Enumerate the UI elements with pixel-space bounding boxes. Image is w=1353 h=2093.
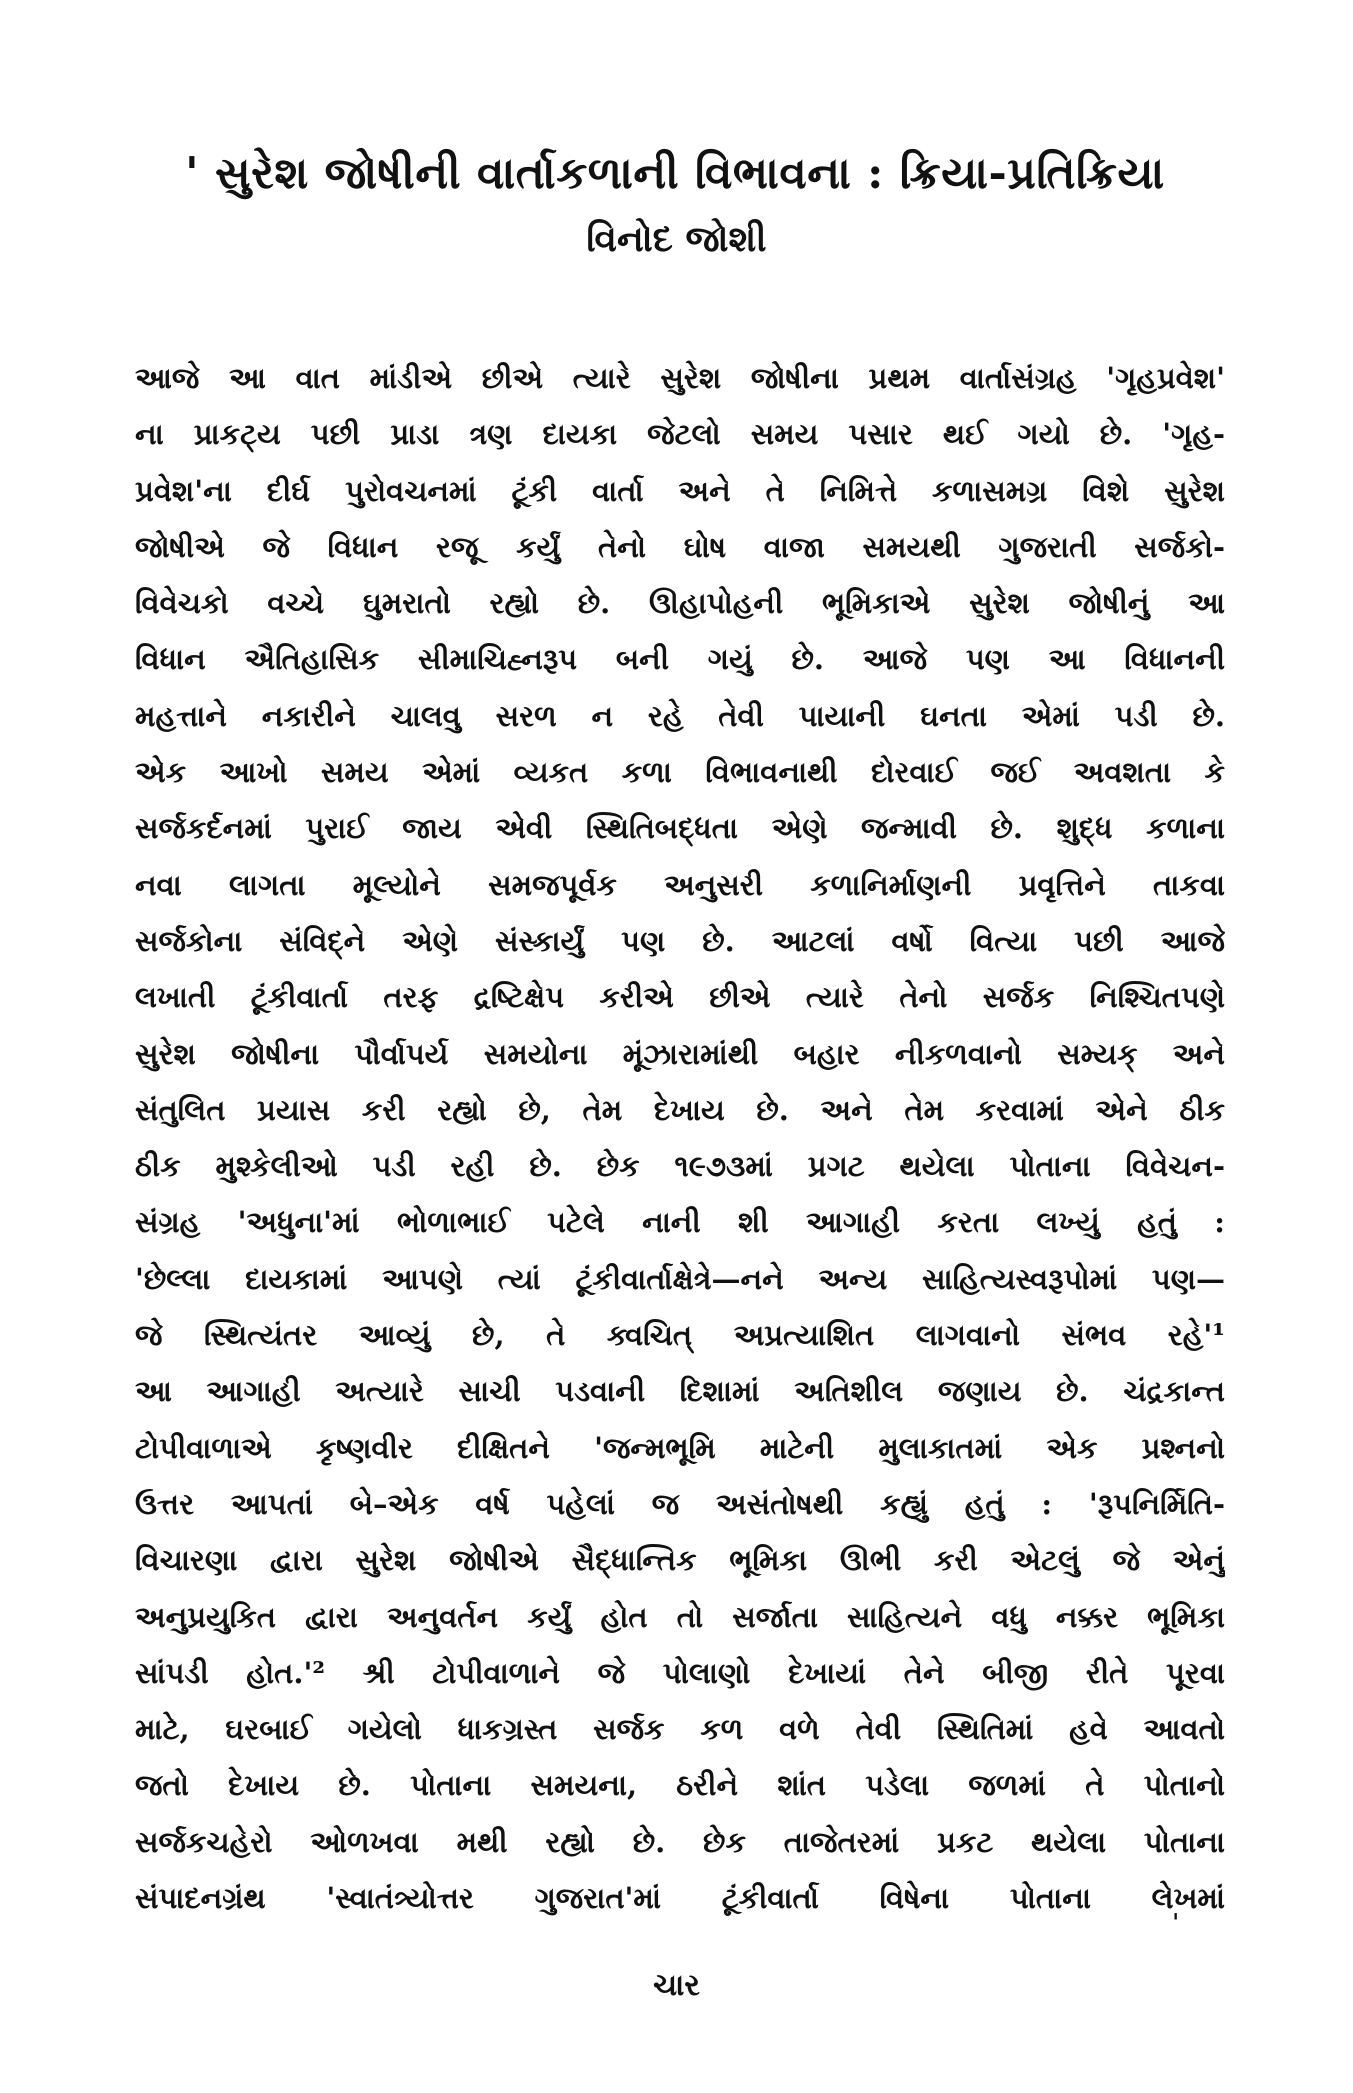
text-line: સંગ્રહ 'અધુના'માં ભોળાભાઈ પટેલે નાની શી આગાહી કરતા લખ્યું હતું : [135,1205,1225,1240]
text-line: એક આખો સમય એમાં વ્યકત કળા વિભાવનાથી દોરવાઈ જઈ અવશતા કે [135,755,1225,790]
article-title: ' સુરેશ જોષીની વાર્તાકળાની વિભાવના : ક્રિયા-પ્રતિક્રિયા [185,148,1165,199]
text-line: નવા લાગતા મૂલ્યોને સમજપૂર્વક અનુસરી કળાનિર્માણની પ્રવૃત્તિને તાકવા [135,867,1225,902]
text-line: આ આગાહી અત્યારે સાચી પડવાની દિશામાં અતિશીલ જણાય છે. ચંદ્રકાન્ત [135,1374,1225,1409]
text-line: વિવેચકો વચ્ચે ઘુમરાતો રહ્યો છે. ઊહાપોહની ભૂમિકાએ સુરેશ જોષીનું આ [135,586,1225,621]
text-line: અનુપ્રયુકિત દ્વારા અનુવર્તન કર્યું હોત તો સર્જાતા સાહિત્યને વધુ નક્કર ભૂમિકા [135,1599,1225,1634]
text-line: જતો દેખાય છે. પોતાના સમયના, ઠરીને શાંત પડેલા જળમાં તે પોતાનો [135,1768,1225,1803]
text-line: જોષીએ જે વિધાન રજૂ કર્યું તેનો ઘોષ વાજા સમયથી ગુજરાતી સર્જકો- [135,529,1225,564]
text-line: ઠીક મુશ્કેલીઓ પડી રહી છે. છેક ૧૯૭૩માં પ્રગટ થયેલા પોતાના વિવેચન- [135,1149,1225,1184]
text-line: સર્જકર્દનમાં પુરાઈ જાય એવી સ્થિતિબદ્ધતા એણે જન્માવી છે. શુદ્ધ કળાના [135,811,1225,846]
text-line: વિધાન ઐતિહાસિક સીમાચિહ્નરૂપ બની ગયું છે. આજે પણ આ વિધાનની [135,642,1225,677]
text-line: સંતુલિત પ્રયાસ કરી રહ્યો છે, તેમ દેખાય છે. અને તેમ કરવામાં એને ઠીક [135,1092,1225,1127]
text-line: જે સ્થિત્યંતર આવ્યું છે, તે ક્વચિત્ અપ્રત્યાશિત લાગવાનો સંભવ રહે'¹ [135,1318,1225,1353]
text-line: સુરેશ જોષીના પૌર્વાપર્ય સમયોના મૂંઝારામાંથી બહાર નીકળવાનો સમ્યક્ અને [135,1036,1225,1071]
author-name: વિનોદ જોશી [586,218,767,260]
text-line: ટોપીવાળાએ કૃષ્ણવીર દીક્ષિતને 'જન્મભૂમિ માટેની મુલાકાતમાં એક પ્રશ્નનો [135,1430,1225,1465]
text-line: સંપાદનગ્રંથ 'સ્વાતંત્ર્યોત્તર ગુજરાત'માં ટૂંકીવાર્તા વિષેના પોતાના લેખમાં [135,1881,1225,1916]
text-line: મહત્તાને નકારીને ચાલવુ સરળ ન રહે તેવી પાયાની ઘનતા એમાં પડી છે. [135,698,1225,733]
text-line: ઉત્તર આપતાં બે–એક વર્ષ પહેલાં જ અસંતોષથી કહ્યું હતું : 'રૂપનિર્મિતિ- [135,1486,1225,1521]
body-text [135,350,1225,1926]
text-line: પ્રવેશ'ના દીર્ઘ પુરોવચનમાં ટૂંકી વાર્તા અને તે નિમિત્તે કળાસમગ્ર વિશે સુરેશ [135,473,1225,508]
text-line: લખાતી ટૂંકીવાર્તા તરફ દ્રષ્ટિક્ષેપ કરીએ છીએ ત્યારે તેનો સર્જક નિશ્ચિતપણે [135,980,1225,1015]
print-mark: ˈ [1172,1910,1180,1940]
text-line: 'છેલ્લા દાયકામાં આપણે ત્યાં ટૂંકીવાર્તાક્ષેત્રે—નને અન્ય સાહિત્યસ્વરૂપોમાં પણ— [135,1261,1225,1296]
text-line: વિચારણા દ્વારા સુરેશ જોષીએ સૈદ્ધાન્તિક ભૂમિકા ઊભી કરી એટલું જે એનું [135,1543,1225,1578]
text-line: સર્જકચહેરો ઓળખવા મથી રહ્યો છે. છેક તાજેતરમાં પ્રકટ થયેલા પોતાના [135,1824,1225,1859]
text-line: સાંપડી હોત.'² શ્રી ટોપીવાળાને જે પોલાણો દેખાયાં તેને બીજી રીતે પૂરવા [135,1655,1225,1690]
text-line: આજે આ વાત માંડીએ છીએ ત્યારે સુરેશ જોષીના પ્રથમ વાર્તાસંગ્રહ 'ગૃહપ્રવેશ' [135,361,1225,395]
text-line: ના પ્રાકટ્ય પછી પ્રાડા ત્રણ દાયકા જેટલો સમય પસાર થઈ ગયો છે. 'ગૃહ- [135,417,1225,452]
text-line: માટે, ઘરબાઈ ગયેલો ધાકગ્રસ્ત સર્જક કળ વળે તેવી સ્થિતિમાં હવે આવતો [135,1712,1225,1747]
page-number: ચાર [653,1968,700,2003]
text-line: સર્જકોના સંવિદ્‌ને એણે સંસ્કાર્યું પણ છે. આટલાં વર્ષો વિત્યા પછી આજે [135,923,1225,958]
